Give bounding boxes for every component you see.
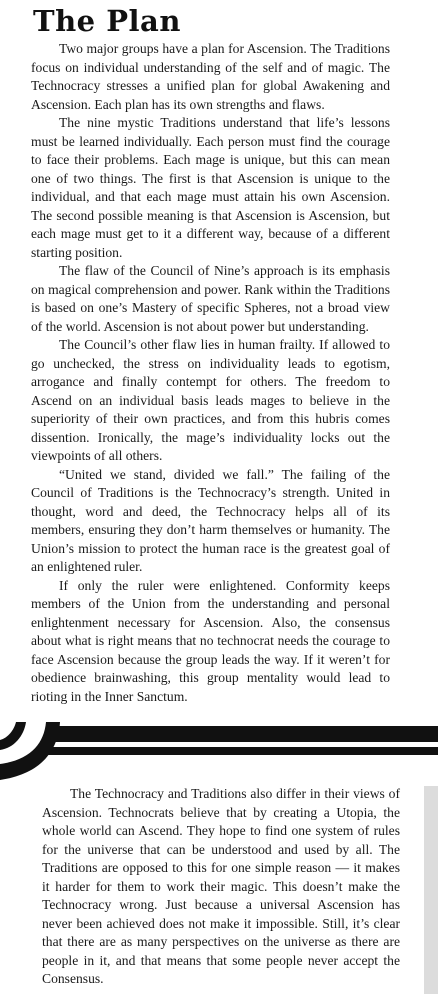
paragraph: “United we stand, divided we fall.” The failing of the Council of Traditions is the Technocracy’s strength. United in thought, word and deed, the Technocracy helps all of its members, ensuring they don’t harm themselves or humanity. The Union’s mission to protect the human race is the greatest goal of an enlightened ruler. xyxy=(31,466,390,574)
paragraph: If only the ruler were enlightened. Conformity keeps members of the Union from the understanding and personal enlightenment necessary for Ascension. Also, the consensus about what is right means that no technocrat needs the courage to face Ascension because the group leads the way. If it weren’t for obedience brainwashing, this group mentality would lead to rioting in the Inner Sanctum. xyxy=(31,577,390,704)
divider-bar-top xyxy=(52,726,438,742)
ornament-swoosh-inner xyxy=(0,722,26,750)
divider-bar-bottom xyxy=(36,747,438,755)
section-title: The Plan xyxy=(33,4,181,38)
main-text-column xyxy=(31,40,390,706)
paragraph: The flaw of the Council of Nine’s approach is its emphasis on magical comprehension and power. Rank within the Traditions is based on one’s Mastery of specific Spheres, not a broad view of the world. Ascension is not about power but understanding. xyxy=(31,263,390,334)
page-edge-shade xyxy=(424,786,438,994)
paragraph: The Council’s other flaw lies in human frailty. If allowed to go unchecked, the stress on individuality leads to egotism, arrogance and finally contempt for others. The freedom to Ascend on an individual basis leads mages to believe in the superiority of their own practices, and from this hubris comes dissention. Ironically, the mage’s individuality locks out the viewpoints of all others. xyxy=(31,337,390,463)
paragraph: Two major groups have a plan for Ascension. The Traditions focus on individual understanding of the self and of magic. The Technocracy stresses a unified plan for global Awakening and Ascension. Each plan has its own strengths and flaws. xyxy=(31,41,390,112)
decorative-divider xyxy=(0,722,438,780)
paragraph: The Technocracy and Traditions also differ in their views of Ascension. Technocrats believe that by creating a Utopia, the whole world can Ascend. They hope to find one system of rules for the universe that can be understood and used by all. The Traditions are opposed to this for one simple reason — it makes it harder for them to work their magic. This doesn’t make the Technocracy wrong. Just because a universal Ascension has never been achieved does not make it impossible. Still, it’s clear that there are as many perspectives on the universe as there are people in it, and that means that some people never accept the Consensus. xyxy=(42,786,400,986)
lower-text-column xyxy=(42,785,400,989)
paragraph: The nine mystic Traditions understand that life’s lessons must be learned individually. Each person must find the courage to face their problems. Each mage is unique, but this can mean one of two things. The first is that Ascension is unique to the individual, and that each mage must attain his own Ascension. The second possible meaning is that Ascension is Ascension, but each mage must get to it a different way, because of a different starting position. xyxy=(31,115,390,260)
